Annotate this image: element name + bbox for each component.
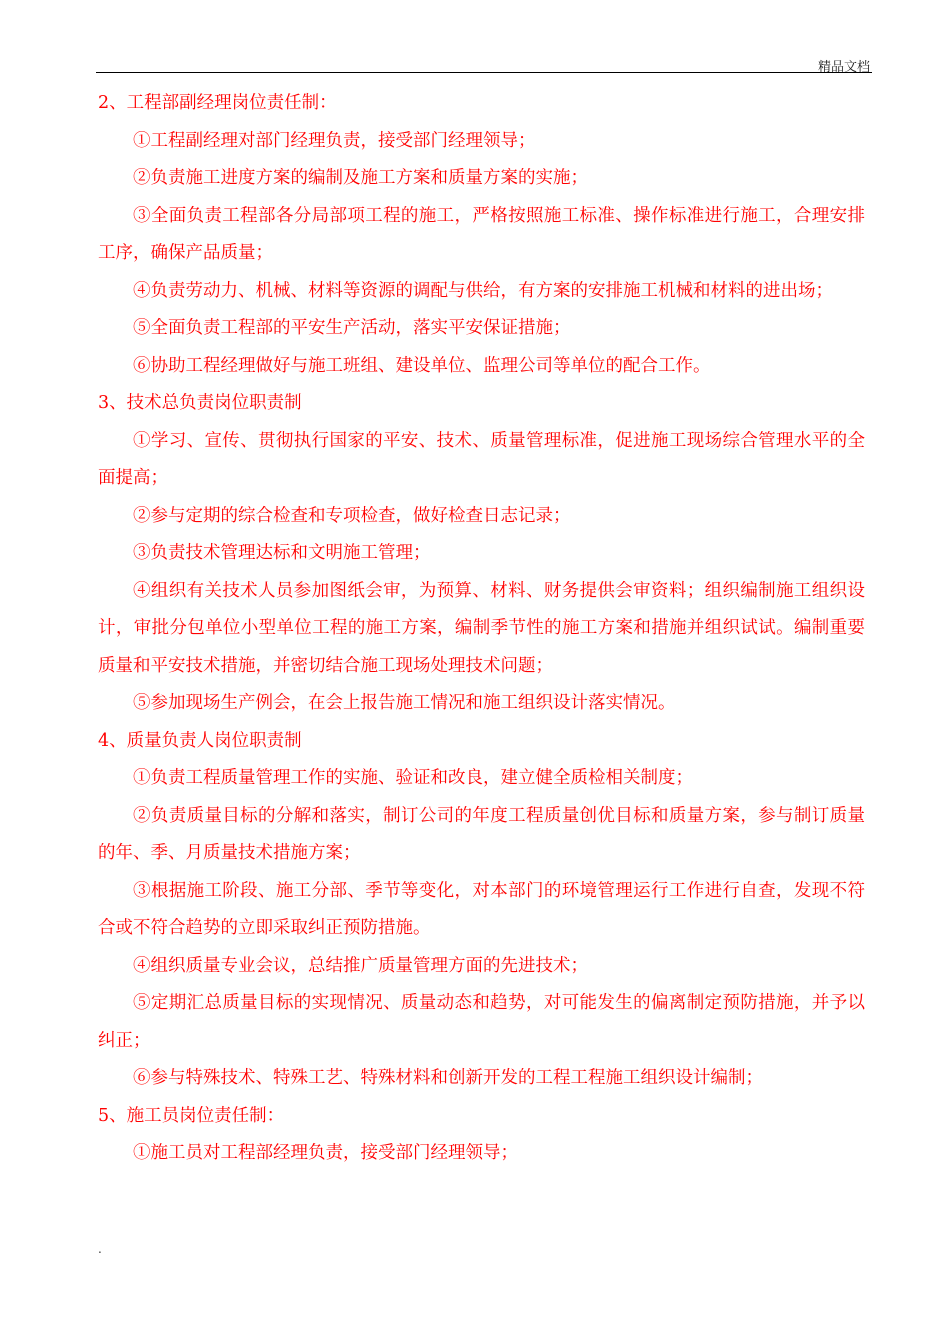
footer-mark: . bbox=[98, 1242, 102, 1256]
header-rule bbox=[96, 72, 872, 73]
section-item: ②负责施工进度方案的编制及施工方案和质量方案的实施； bbox=[133, 168, 588, 188]
section-heading: 2、工程部副经理岗位责任制： bbox=[98, 93, 337, 113]
section-item: ①施工员对工程部经理负责，接受部门经理领导； bbox=[133, 1143, 518, 1163]
document-body bbox=[98, 85, 865, 1173]
section-item: ①学习、宣传、贯彻执行国家的平安、技术、质量管理标准，促进施工现场综合管理水平的全面提高； bbox=[98, 430, 865, 488]
section-item: ③全面负责工程部各分局部项工程的施工，严格按照施工标准、操作标准进行施工，合理安排工序，确保产品质量； bbox=[98, 205, 865, 263]
section-item: ⑤参加现场生产例会，在会上报告施工情况和施工组织设计落实情况。 bbox=[133, 693, 676, 713]
header-label: 精品文档 bbox=[817, 60, 870, 75]
section-item: ④负责劳动力、机械、材料等资源的调配与供给，有方案的安排施工机械和材料的进出场； bbox=[133, 280, 833, 301]
section-item: ⑥协助工程经理做好与施工班组、建设单位、监理公司等单位的配合工作。 bbox=[133, 355, 711, 376]
section-heading: 5、施工员岗位责任制： bbox=[98, 1105, 285, 1126]
section-item: ②负责质量目标的分解和落实，制订公司的年度工程质量创优目标和质量方案，参与制订质量的年、季、月质量技术措施方案； bbox=[98, 805, 865, 863]
section-item: ⑤全面负责工程部的平安生产活动，落实平安保证措施； bbox=[133, 318, 571, 338]
section-item: ③根据施工阶段、施工分部、季节等变化，对本部门的环境管理运行工作进行自查，发现不符合或不符合趋势的立即采取纠正预防措施。 bbox=[98, 880, 865, 938]
section-item: ①负责工程质量管理工作的实施、验证和改良，建立健全质检相关制度； bbox=[133, 768, 693, 788]
section-heading: 3、技术总负责岗位职责制 bbox=[98, 393, 302, 413]
section-item: ④组织质量专业会议，总结推广质量管理方面的先进技术； bbox=[133, 955, 588, 976]
section-item: ③负责技术管理达标和文明施工管理； bbox=[133, 543, 431, 563]
section-item: ⑥参与特殊技术、特殊工艺、特殊材料和创新开发的工程工程施工组织设计编制； bbox=[133, 1068, 763, 1088]
section-item: ④组织有关技术人员参加图纸会审，为预算、材料、财务提供会审资料；组织编制施工组织设计，审批分包单位小型单位工程的施工方案，编制季节性的施工方案和措施并组织试试。编制重要质量和平安技术措施，并密切结合施工现场处理技术问题； bbox=[98, 580, 865, 676]
section-item: ⑤定期汇总质量目标的实现情况、质量动态和趋势，对可能发生的偏离制定预防措施，并予以纠正； bbox=[98, 993, 865, 1051]
section-item: ②参与定期的综合检查和专项检查，做好检查日志记录； bbox=[133, 505, 571, 526]
section-item: ①工程副经理对部门经理负责，接受部门经理领导； bbox=[133, 130, 536, 151]
section-heading: 4、质量负责人岗位职责制 bbox=[98, 730, 302, 751]
